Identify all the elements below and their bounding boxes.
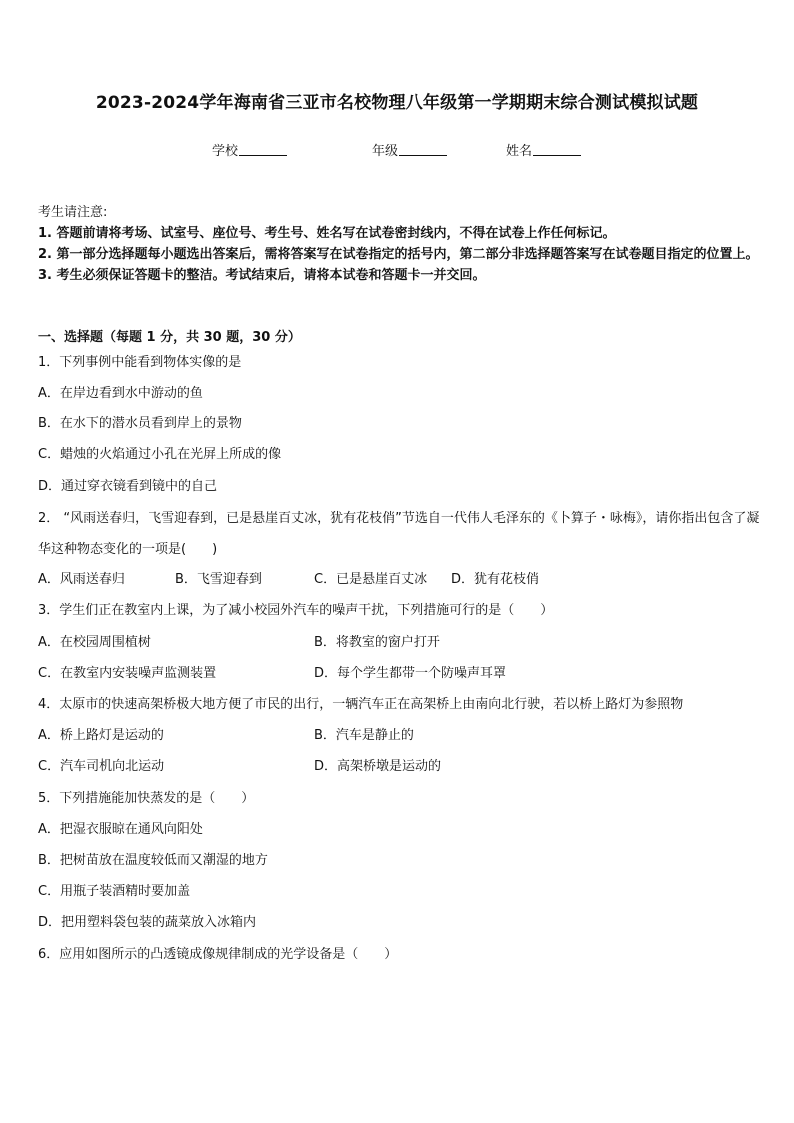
option-text: A．在校园周围植树 (38, 635, 151, 650)
question-stem: 2． “风雨送春归，飞雪迎春到，已是悬崖百丈冰，犹有花枝俏”节选自一代伟人毛泽东的《卜算子・咏梅》，请你指出包含了凝华这种物态变化的一项是( ) (38, 511, 760, 557)
option-text: C．蜡烛的火焰通过小孔在光屏上所成的像 (38, 447, 282, 462)
grade-field (372, 140, 447, 159)
name-field (506, 140, 581, 159)
option-row (38, 384, 760, 404)
option-row (38, 414, 760, 434)
student-info-row (0, 140, 794, 160)
question-stem: 4．太原市的快速高架桥极大地方便了市民的出行，一辆汽车正在高架桥上由南向北行驶，若以桥上路灯为参照物 (38, 697, 684, 712)
option-row (38, 913, 760, 933)
name-label: 姓名 (506, 144, 533, 159)
school-blank[interactable] (239, 143, 287, 156)
question-stem: 6．应用如图所示的凸透镜成像规律制成的光学设备是（ ） (38, 947, 398, 962)
option-text: D．把用塑料袋包装的蔬菜放入冰箱内 (38, 915, 257, 930)
question-stem: 1．下列事例中能看到物体实像的是 (38, 355, 242, 370)
option-text: D．通过穿衣镜看到镜中的自己 (38, 479, 218, 494)
option-text: B．把树苗放在温度较低而又潮湿的地方 (38, 853, 268, 868)
option-text: A．把湿衣服晾在通风向阳处 (38, 822, 203, 837)
option-text: A．风雨送春归 (38, 572, 125, 587)
option-text: D．高架桥墩是运动的 (314, 759, 442, 774)
question-stem: 3．学生们正在教室内上课，为了减小校园外汽车的噪声干扰，下列措施可行的是（ ） (38, 603, 554, 618)
option-text: B．飞雪迎春到 (175, 572, 262, 587)
option-text: C．在教室内安装噪声监测装置 (38, 666, 217, 681)
option-row (38, 851, 760, 871)
school-label: 学校 (212, 144, 239, 159)
option-text: A．在岸边看到水中游动的鱼 (38, 386, 203, 401)
option-text: C．汽车司机向北运动 (38, 759, 165, 774)
option-text: A．桥上路灯是运动的 (38, 728, 164, 743)
option-row (38, 726, 760, 746)
option-row (38, 445, 760, 465)
question-stem: 5．下列措施能加快蒸发的是（ ） (38, 791, 255, 806)
option-row (38, 820, 760, 840)
option-row (38, 477, 760, 497)
section-heading: 一、选择题（每题 1 分，共 30 题，30 分） (38, 330, 301, 345)
exam-notes (38, 202, 760, 286)
note-item: 2. 第一部分选择题每小题选出答案后，需将答案写在试卷指定的括号内，第二部分非选择题答案写在试卷题目指定的位置上。 (38, 247, 759, 262)
grade-blank[interactable] (399, 143, 447, 156)
option-text: C．已是悬崖百丈冰 (314, 572, 428, 587)
option-text: B．在水下的潜水员看到岸上的景物 (38, 416, 242, 431)
option-text: D．犹有花枝俏 (451, 572, 540, 587)
notes-heading: 考生请注意: (38, 205, 108, 220)
page-title: 2023-2024学年海南省三亚市名校物理八年级第一学期期末综合测试模拟试题 (95, 93, 699, 113)
option-row (38, 570, 760, 590)
grade-label: 年级 (372, 144, 399, 159)
option-text: C．用瓶子装酒精时要加盖 (38, 884, 191, 899)
note-item: 3. 考生必须保证答题卡的整洁。考试结束后，请将本试卷和答题卡一并交回。 (38, 268, 486, 283)
option-row (38, 664, 760, 684)
option-row (38, 882, 760, 902)
option-text: D．每个学生都带一个防噪声耳罩 (314, 666, 507, 681)
option-row (38, 633, 760, 653)
option-text: B．汽车是静止的 (314, 728, 414, 743)
school-field (212, 140, 287, 159)
note-item: 1. 答题前请将考场、试室号、座位号、考生号、姓名写在试卷密封线内，不得在试卷上作任何标记。 (38, 226, 616, 241)
option-text: B．将教室的窗户打开 (314, 635, 440, 650)
option-row (38, 757, 760, 777)
name-blank[interactable] (533, 143, 581, 156)
